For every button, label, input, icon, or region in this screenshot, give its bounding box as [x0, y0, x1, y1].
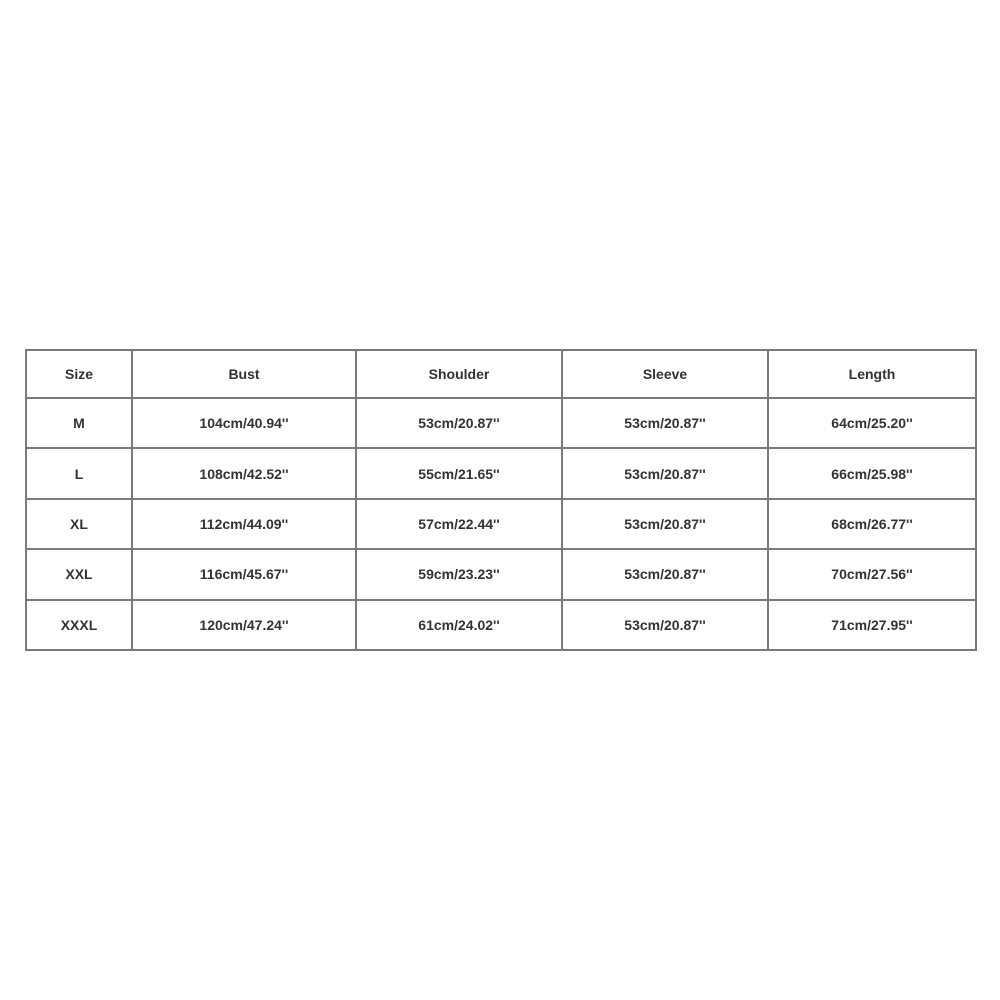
cell-sleeve: 53cm/20.87'' — [562, 398, 768, 448]
table-header-row — [26, 350, 976, 398]
cell-shoulder: 61cm/24.02'' — [356, 600, 562, 650]
header-shoulder: Shoulder — [356, 350, 562, 398]
cell-size: M — [26, 398, 132, 448]
cell-bust: 104cm/40.94'' — [132, 398, 356, 448]
header-bust: Bust — [132, 350, 356, 398]
cell-shoulder: 55cm/21.65'' — [356, 448, 562, 498]
cell-length: 64cm/25.20'' — [768, 398, 976, 448]
cell-size: XXL — [26, 549, 132, 599]
cell-length: 66cm/25.98'' — [768, 448, 976, 498]
header-length: Length — [768, 350, 976, 398]
cell-shoulder: 59cm/23.23'' — [356, 549, 562, 599]
header-sleeve: Sleeve — [562, 350, 768, 398]
cell-length: 71cm/27.95'' — [768, 600, 976, 650]
cell-bust: 120cm/47.24'' — [132, 600, 356, 650]
table-row — [26, 600, 976, 650]
table-row — [26, 398, 976, 448]
cell-size: XXXL — [26, 600, 132, 650]
size-chart-table — [25, 349, 977, 651]
cell-length: 70cm/27.56'' — [768, 549, 976, 599]
cell-shoulder: 57cm/22.44'' — [356, 499, 562, 549]
cell-bust: 116cm/45.67'' — [132, 549, 356, 599]
table-row — [26, 549, 976, 599]
cell-sleeve: 53cm/20.87'' — [562, 448, 768, 498]
cell-size: L — [26, 448, 132, 498]
table-row — [26, 499, 976, 549]
cell-bust: 112cm/44.09'' — [132, 499, 356, 549]
cell-sleeve: 53cm/20.87'' — [562, 600, 768, 650]
cell-sleeve: 53cm/20.87'' — [562, 549, 768, 599]
cell-bust: 108cm/42.52'' — [132, 448, 356, 498]
table-row — [26, 448, 976, 498]
cell-size: XL — [26, 499, 132, 549]
cell-shoulder: 53cm/20.87'' — [356, 398, 562, 448]
cell-length: 68cm/26.77'' — [768, 499, 976, 549]
header-size: Size — [26, 350, 132, 398]
cell-sleeve: 53cm/20.87'' — [562, 499, 768, 549]
